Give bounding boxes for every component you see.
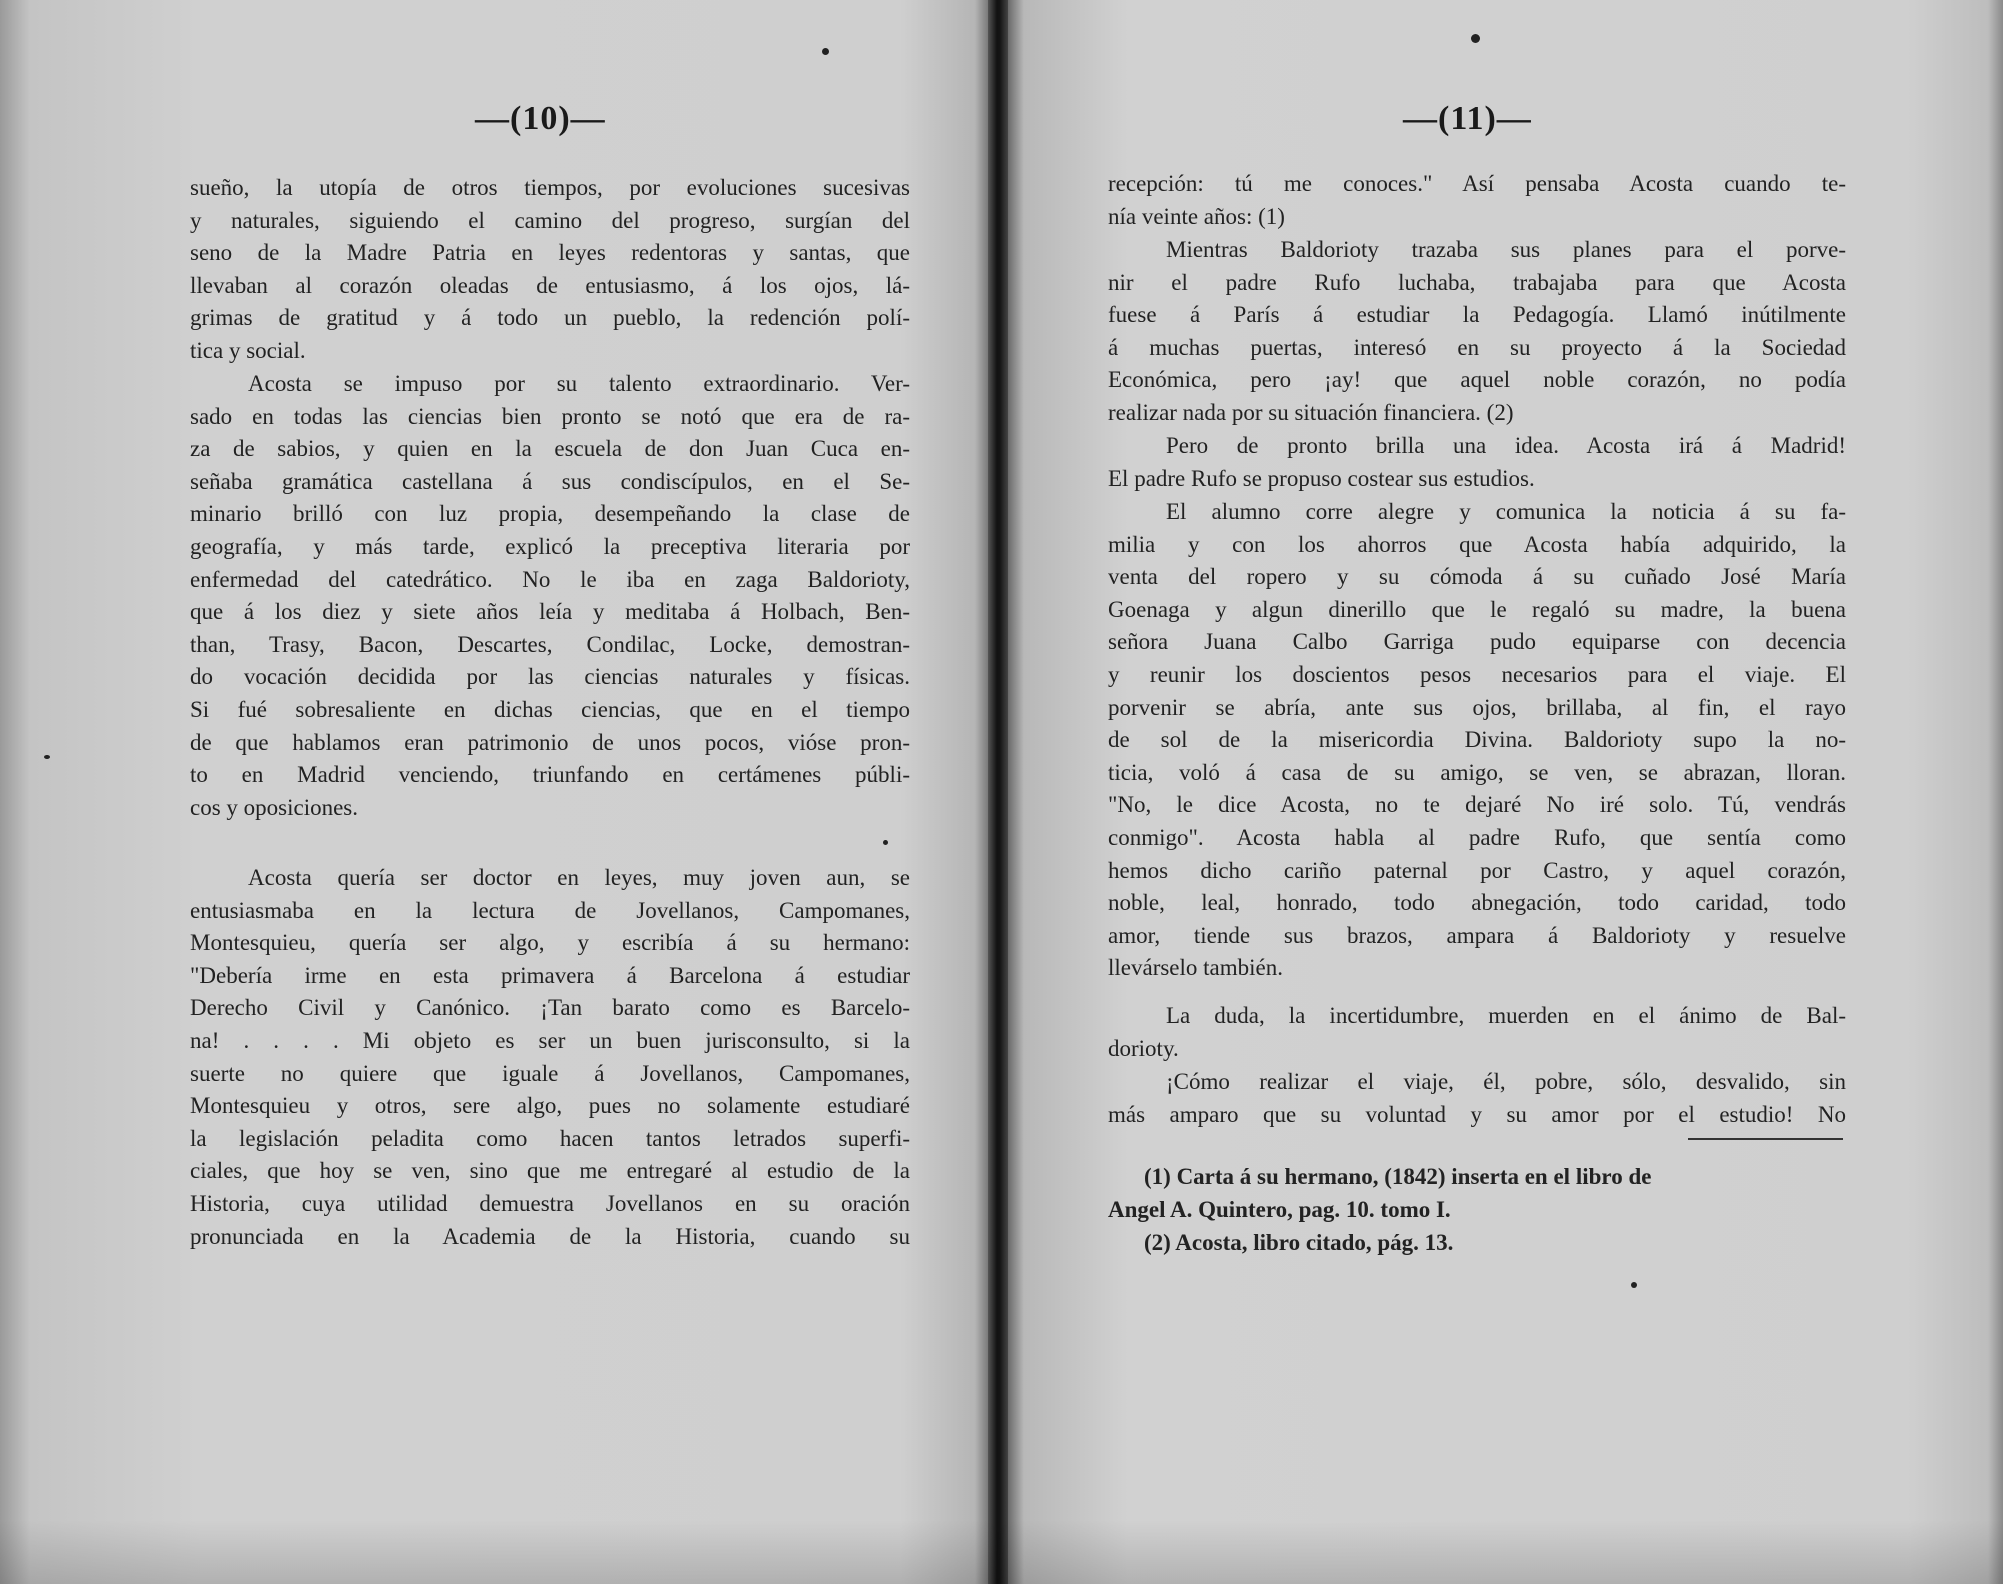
text-line: que á los diez y siete años leía y meditaba á Holbach, Ben- — [190, 599, 910, 625]
text-line: porvenir se abría, ante sus ojos, brillaba, al fin, el rayo — [1108, 694, 1846, 720]
text-line: ciales, que hoy se ven, sino que me entregaré al estudio de la — [190, 1158, 910, 1184]
text-line: de sol de la misericordia Divina. Baldorioty supo la no- — [1108, 727, 1846, 753]
left-paragraph-1 — [190, 172, 910, 368]
text-line: sueño, la utopía de otros tiempos, por evoluciones sucesivas — [190, 175, 910, 200]
right-paragraph-4 — [1108, 496, 1846, 985]
page-number: —(11)— — [1403, 100, 1532, 137]
text-line: y naturales, siguiendo el camino del progreso, surgían del — [190, 207, 910, 233]
text-line: than, Trasy, Bacon, Descartes, Condilac, Locke, demostran- — [190, 631, 910, 657]
text-line: sado en todas las ciencias bien pronto se notó que era de ra- — [190, 403, 910, 429]
left-paragraph-3 — [190, 862, 910, 1253]
text-line: Pero de pronto brilla una idea. Acosta irá á Madrid! — [1166, 433, 1846, 458]
text-line: minario brilló con luz propia, desempeñando la clase de — [190, 501, 910, 527]
text-line: señora Juana Calbo Garriga pudo equiparse con decencia — [1108, 629, 1846, 655]
text-line: El padre Rufo se propuso costear sus estudios. — [1108, 465, 1535, 491]
text-line: entusiasmaba en la lectura de Jovellanos, Campomanes, — [190, 897, 910, 923]
text-line: realizar nada por su situación financiera. (2) — [1108, 399, 1514, 425]
text-line: hemos dicho cariño paternal por Castro, y aquel corazón, — [1108, 857, 1846, 883]
text-line: za de sabios, y quien en la escuela de don Juan Cuca en- — [190, 436, 910, 462]
text-line: Económica, pero ¡ay! que aquel noble corazón, no podía — [1108, 367, 1846, 393]
text-line: enfermedad del catedrático. No le iba en zaga Baldorioty, — [190, 566, 910, 592]
text-line: La duda, la incertidumbre, muerden en el ánimo de Bal- — [1166, 1003, 1846, 1028]
text-line: "Debería irme en esta primavera á Barcelona á estudiar — [190, 962, 910, 988]
text-line: geografía, y más tarde, explicó la preceptiva literaria por — [190, 533, 910, 559]
text-line: y reunir los doscientos pesos necesarios para el viaje. El — [1108, 661, 1846, 687]
text-line: to en Madrid venciendo, triunfando en certámenes públi- — [190, 762, 910, 788]
text-line: El alumno corre alegre y comunica la noticia á su fa- — [1166, 499, 1846, 524]
text-line: llevaban al corazón oleadas de entusiasmo, á los ojos, lá- — [190, 272, 910, 298]
right-page — [1008, 0, 2003, 1584]
page-number: —(10)— — [475, 100, 606, 137]
text-line: Mientras Baldorioty trazaba sus planes para el porve- — [1166, 237, 1846, 262]
footnote-rule — [1688, 1138, 1843, 1140]
text-line: fuese á París á estudiar la Pedagogía. Llamó inútilmente — [1108, 302, 1846, 328]
text-line: Goenaga y algun dinerillo que le regaló su madre, la buena — [1108, 596, 1846, 622]
text-line: Montesquieu y otros, sere algo, pues no solamente estudiaré — [190, 1093, 910, 1119]
text-line: amor, tiende sus brazos, ampara á Baldorioty y resuelve — [1108, 922, 1846, 948]
text-line: Montesquieu, quería ser algo, y escribía á su hermano: — [190, 930, 910, 956]
text-line: venta del ropero y su cómoda á su cuñado José María — [1108, 564, 1846, 590]
text-line: cos y oposiciones. — [190, 794, 359, 820]
text-line: seno de la Madre Patria en leyes redentoras y santas, que — [190, 240, 910, 266]
text-line: nir el padre Rufo luchaba, trabajaba para que Acosta — [1108, 269, 1846, 295]
text-line: Derecho Civil y Canónico. ¡Tan barato como es Barcelo- — [190, 995, 910, 1021]
footnotes — [1108, 1160, 1846, 1259]
text-line: Acosta se impuso por su talento extraordinario. Ver- — [248, 371, 910, 396]
text-line: ticia, voló á casa de su amigo, se ven, se abrazan, lloran. — [1108, 759, 1846, 785]
text-line: noble, leal, honrado, todo abnegación, todo caridad, todo — [1108, 890, 1846, 916]
ink-speck — [822, 48, 829, 55]
text-line: conmigo". Acosta habla al padre Rufo, que sentía como — [1108, 824, 1846, 850]
footnote-line: (2) Acosta, libro citado, pág. 13. — [1144, 1230, 1454, 1255]
text-line: la legislación peladita como hacen tantos letrados superfi- — [190, 1125, 910, 1151]
text-line: pronunciada en la Academia de la Historia, cuando su — [190, 1223, 910, 1249]
footnote-line: (1) Carta á su hermano, (1842) inserta en el libro de — [1144, 1164, 1652, 1189]
text-line: nía veinte años: (1) — [1108, 203, 1285, 229]
ink-speck — [44, 755, 50, 759]
text-line: suerte no quiere que iguale á Jovellanos, Campomanes, — [190, 1060, 910, 1086]
text-line: Historia, cuya utilidad demuestra Jovellanos en su oración — [190, 1190, 910, 1216]
text-line: Acosta quería ser doctor en leyes, muy joven aun, se — [248, 865, 910, 890]
text-line: grimas de gratitud y á todo un pueblo, la redención polí- — [190, 305, 910, 331]
text-line: tica y social. — [190, 337, 306, 363]
right-paragraph-2 — [1108, 234, 1846, 430]
text-line: ¡Cómo realizar el viaje, él, pobre, sólo, desvalido, sin — [1166, 1069, 1846, 1094]
book-gutter — [988, 0, 1008, 1584]
text-line: de que hablamos eran patrimonio de unos pocos, vióse pron- — [190, 729, 910, 755]
footnote-line: Angel A. Quintero, pag. 10. tomo I. — [1108, 1197, 1451, 1222]
text-line: más amparo que su voluntad y su amor por el estudio! No — [1108, 1101, 1846, 1127]
left-page — [0, 0, 988, 1584]
text-line: señaba gramática castellana á sus condiscípulos, en el Se- — [190, 468, 910, 494]
ink-speck — [1631, 1282, 1637, 1288]
text-line: recepción: tú me conoces." Así pensaba Acosta cuando te- — [1108, 171, 1846, 196]
text-line: Si fué sobresaliente en dichas ciencias, que en el tiempo — [190, 696, 910, 722]
text-line: milia y con los ahorros que Acosta había adquirido, la — [1108, 531, 1846, 557]
text-line: dorioty. — [1108, 1035, 1179, 1061]
right-paragraph-5 — [1108, 1000, 1846, 1065]
left-paragraph-2 — [190, 368, 910, 824]
text-line: do vocación decidida por las ciencias naturales y físicas. — [190, 664, 910, 690]
text-line: llevárselo también. — [1108, 955, 1283, 981]
right-paragraph-1 — [1108, 168, 1846, 233]
ink-speck — [883, 840, 888, 845]
text-line: "No, le dice Acosta, no te dejaré No iré solo. Tú, vendrás — [1108, 792, 1846, 818]
right-paragraph-6 — [1108, 1066, 1846, 1131]
ink-speck — [1471, 34, 1480, 43]
text-line: á muchas puertas, interesó en su proyecto á la Sociedad — [1108, 334, 1846, 360]
text-line: na! . . . . Mi objeto es ser un buen jurisconsulto, si la — [190, 1027, 910, 1053]
right-paragraph-3 — [1108, 430, 1846, 495]
